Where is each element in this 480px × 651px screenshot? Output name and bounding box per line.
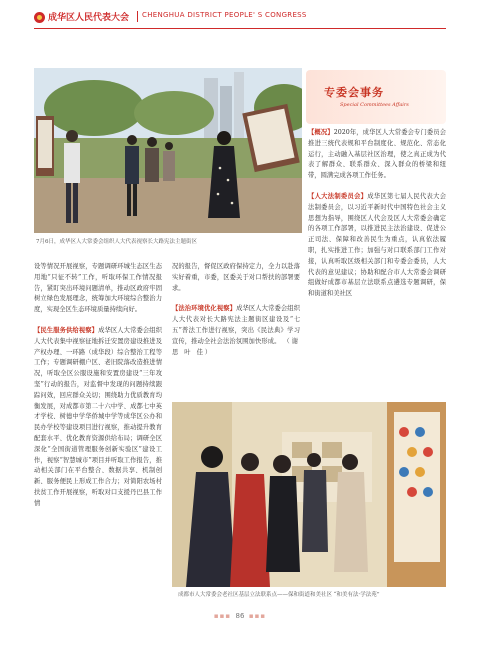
- overview-text: 2020年，成华区人大常委会专门委员会推进三统代表规和平台制度化、规范化、常态化运行，主动融入基层社区治理，使之真正成为代表了解群众、联系群众、深入群众的桥梁和纽带，圆满完成各项工作任务。: [308, 129, 446, 180]
- legal-committee-text: 成华区第七届人民代表大会法制委员会，以习近平新时代中国特色社会主义思想为指导，围绕区人代会及区人大常委会确定的各项工作部署，以推进民主法治建设、促进公正司法、保障和改善民生为重点，认真依法履职，扎实推进工作；加强与对口联系部门工作对接，认真听取区级相关部门和专委会委员，人大代表的意见建议；协助和配合市人大常委会调研组做好成都市基层立法联系点遴选专题调研，保和街道和美社区: [308, 192, 446, 298]
- paragraph-mid-continued: 况的报告，督促区政府保持定力，全力以赴落实好着重，市委，区委关于对口帮扶的部署要求。: [172, 263, 300, 292]
- author-signature: （谢 思 叶 佳）: [172, 337, 300, 356]
- paragraph-left-continued: 设等情况开展视察，专题调研环城生态区生态用地“只征不转”工作，听取环保工作情况报告，紧盯突出环境问题清单，推动区政府牢固树立绿色发展理念，统筹加大环境综合整治力度，实现全区生态环境质量持续向好。: [34, 263, 162, 314]
- photo-street-inspection: [34, 68, 302, 233]
- header-rule: [34, 28, 446, 29]
- paragraph-overview: [308, 128, 446, 182]
- paragraph-livelihood: [34, 326, 162, 510]
- photo-caption-top: 7月6日，成华区人大常委会组织人大代表视察长大路宪法主题街区: [36, 239, 198, 245]
- photo-caption-bottom: 成都市人大常委会老社区基层立法联系点——保和街道和美社区 “和美有法·学法苑”: [178, 592, 380, 598]
- tag-legal-committee: 【人大法制委员会】: [308, 192, 368, 200]
- middle-column: [172, 262, 300, 400]
- page-number-footer: [0, 612, 480, 620]
- right-column: [308, 128, 446, 398]
- tag-legal-environment: 【法治环境优化视察】: [172, 305, 237, 313]
- footer-ornament-left: ▪▪▪: [213, 612, 232, 620]
- header-divider: [137, 11, 138, 22]
- legal-environment-text: 成华区人大常委会组织人大代表对长大路宪法主题街区建设及“七五”普法工作进行视察，突出《民法典》学习宣传，推动全社会法治氛围加快形成。: [172, 305, 300, 345]
- paragraph-legal-committee: [308, 192, 446, 300]
- page-number: 86: [235, 612, 245, 620]
- page-header: [0, 0, 480, 40]
- tag-livelihood: 【民生服务供给视察】: [34, 326, 99, 334]
- footer-ornament-right: ▪▪▪: [248, 612, 267, 620]
- section-title: 专委会事务: [324, 86, 384, 99]
- photo-community-visit: [172, 402, 446, 587]
- community-visit-illustration: [172, 402, 446, 587]
- header-subtitle: CHENGHUA DISTRICT PEOPLE' S CONGRESS: [142, 11, 307, 19]
- header-title: 成华区人民代表大会: [48, 13, 130, 23]
- left-column: [34, 262, 162, 602]
- paragraph-legal-environment: [172, 304, 300, 358]
- congress-logo-icon: [34, 12, 45, 23]
- tag-overview: 【概况】: [308, 129, 334, 136]
- section-subtitle: Special Committees Affairs: [340, 102, 409, 108]
- livelihood-text: 成华区人大常委会组织人大代表集中视察征地拆迁安置房建设推进及产权办理、一环路（成华段）综合整治工程等工作；专题调研棚户区、老旧院落改造推进情况，听取全区公服设施和安置房建设“三年攻坚”行动的报告，对监督中发现的问题持续跟踪问效，回应群众关切；围绕助力优质教育均衡发展，对成都市第二十六中学、成都七中英才学校、树德中学华侨城中学等成华区公办和民办学校等建设项目进行视察，推动提升教育配套水平、优化教育资源供给布局；调研全区深化“全国街道管理服务创新实验区”建设工作，视察“智慧城市”项目并听取工作报告，推动相关部门在平台整合、数据共享、机制创新、服务便民上形成工作合力；对简阳农场村扶贫工作开展视察，听取对口支援丹巴县工作情: [34, 326, 162, 507]
- street-inspection-illustration: [34, 68, 302, 233]
